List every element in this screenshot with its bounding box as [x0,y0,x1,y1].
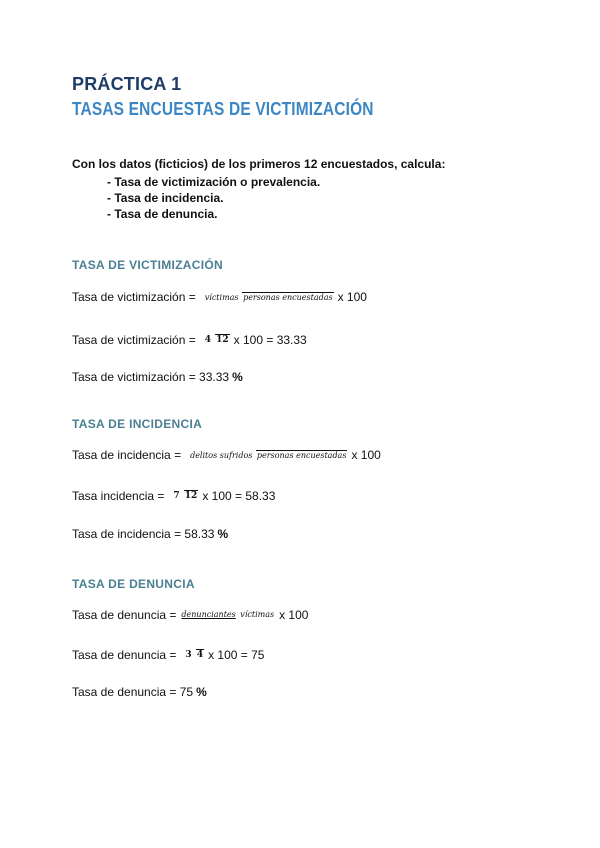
calc-fraction [204,334,230,346]
calculation-line [72,489,275,503]
formula-line [72,608,308,622]
calc-suffix: x 100 = 58.33 [202,489,276,503]
task-item: - Tasa de denuncia. [107,207,218,221]
calc-label: Tasa de denuncia = [72,648,177,662]
formula-suffix: x 100 [279,608,309,622]
result-line [72,370,243,384]
result-label: Tasa de denuncia = 75 [72,685,194,699]
page-title: PRÁCTICA 1 [72,74,182,94]
percent-sign: % [232,370,243,384]
formula-line [72,290,367,304]
page-subtitle: TASAS ENCUESTAS DE VICTIMIZACIÓN [72,99,374,119]
task-item: - Tasa de victimización o prevalencia. [107,175,321,189]
formula-fraction [180,610,275,620]
intro-text: Con los datos (ficticios) de los primeros 12 encuestados, calcula: [72,157,446,171]
fraction-numerator: 7 [173,491,180,501]
calc-suffix: x 100 = 75 [208,648,265,662]
fraction-numerator: 3 [185,650,192,660]
percent-sign: % [196,685,207,699]
calc-fraction [184,649,204,661]
fraction-denominator: víctimas [240,610,275,619]
fraction-numerator: 4 [204,335,211,345]
fraction-numerator: denunciantes [181,610,236,619]
fraction-denominator: 12 [216,335,229,345]
formula-line [72,448,381,462]
formula-fraction [189,450,347,461]
formula-label: Tasa de denuncia = [72,608,177,622]
calc-suffix: x 100 = 33.33 [233,333,307,347]
formula-label: Tasa de incidencia = [72,448,182,462]
calculation-line [72,333,307,347]
result-line [72,527,228,541]
result-label: Tasa de incidencia = 58.33 [72,527,215,541]
calc-fraction [172,490,198,502]
formula-suffix: x 100 [351,448,381,462]
section-heading-denuncia: TASA DE DENUNCIA [72,577,195,591]
formula-suffix: x 100 [337,290,367,304]
formula-label: Tasa de victimización = [72,290,196,304]
section-heading-incidencia: TASA DE INCIDENCIA [72,417,203,431]
formula-fraction [204,292,334,303]
percent-sign: % [217,527,229,541]
result-line [72,685,207,699]
section-heading-victimizacion: TASA DE VICTIMIZACIÓN [72,258,223,272]
result-label: Tasa de victimización = 33.33 [72,370,230,384]
fraction-numerator: delitos sufridos [190,450,253,460]
calculation-line [72,648,264,662]
calc-label: Tasa de victimización = [72,333,196,347]
calc-label: Tasa incidencia = [72,489,165,503]
fraction-numerator: víctimas [204,292,239,302]
fraction-denominator: personas encuestadas [243,292,333,302]
fraction-denominator: 4 [196,650,204,660]
fraction-denominator: 12 [184,491,198,501]
fraction-denominator: personas encuestadas [256,450,347,460]
task-item: - Tasa de incidencia. [107,191,224,205]
